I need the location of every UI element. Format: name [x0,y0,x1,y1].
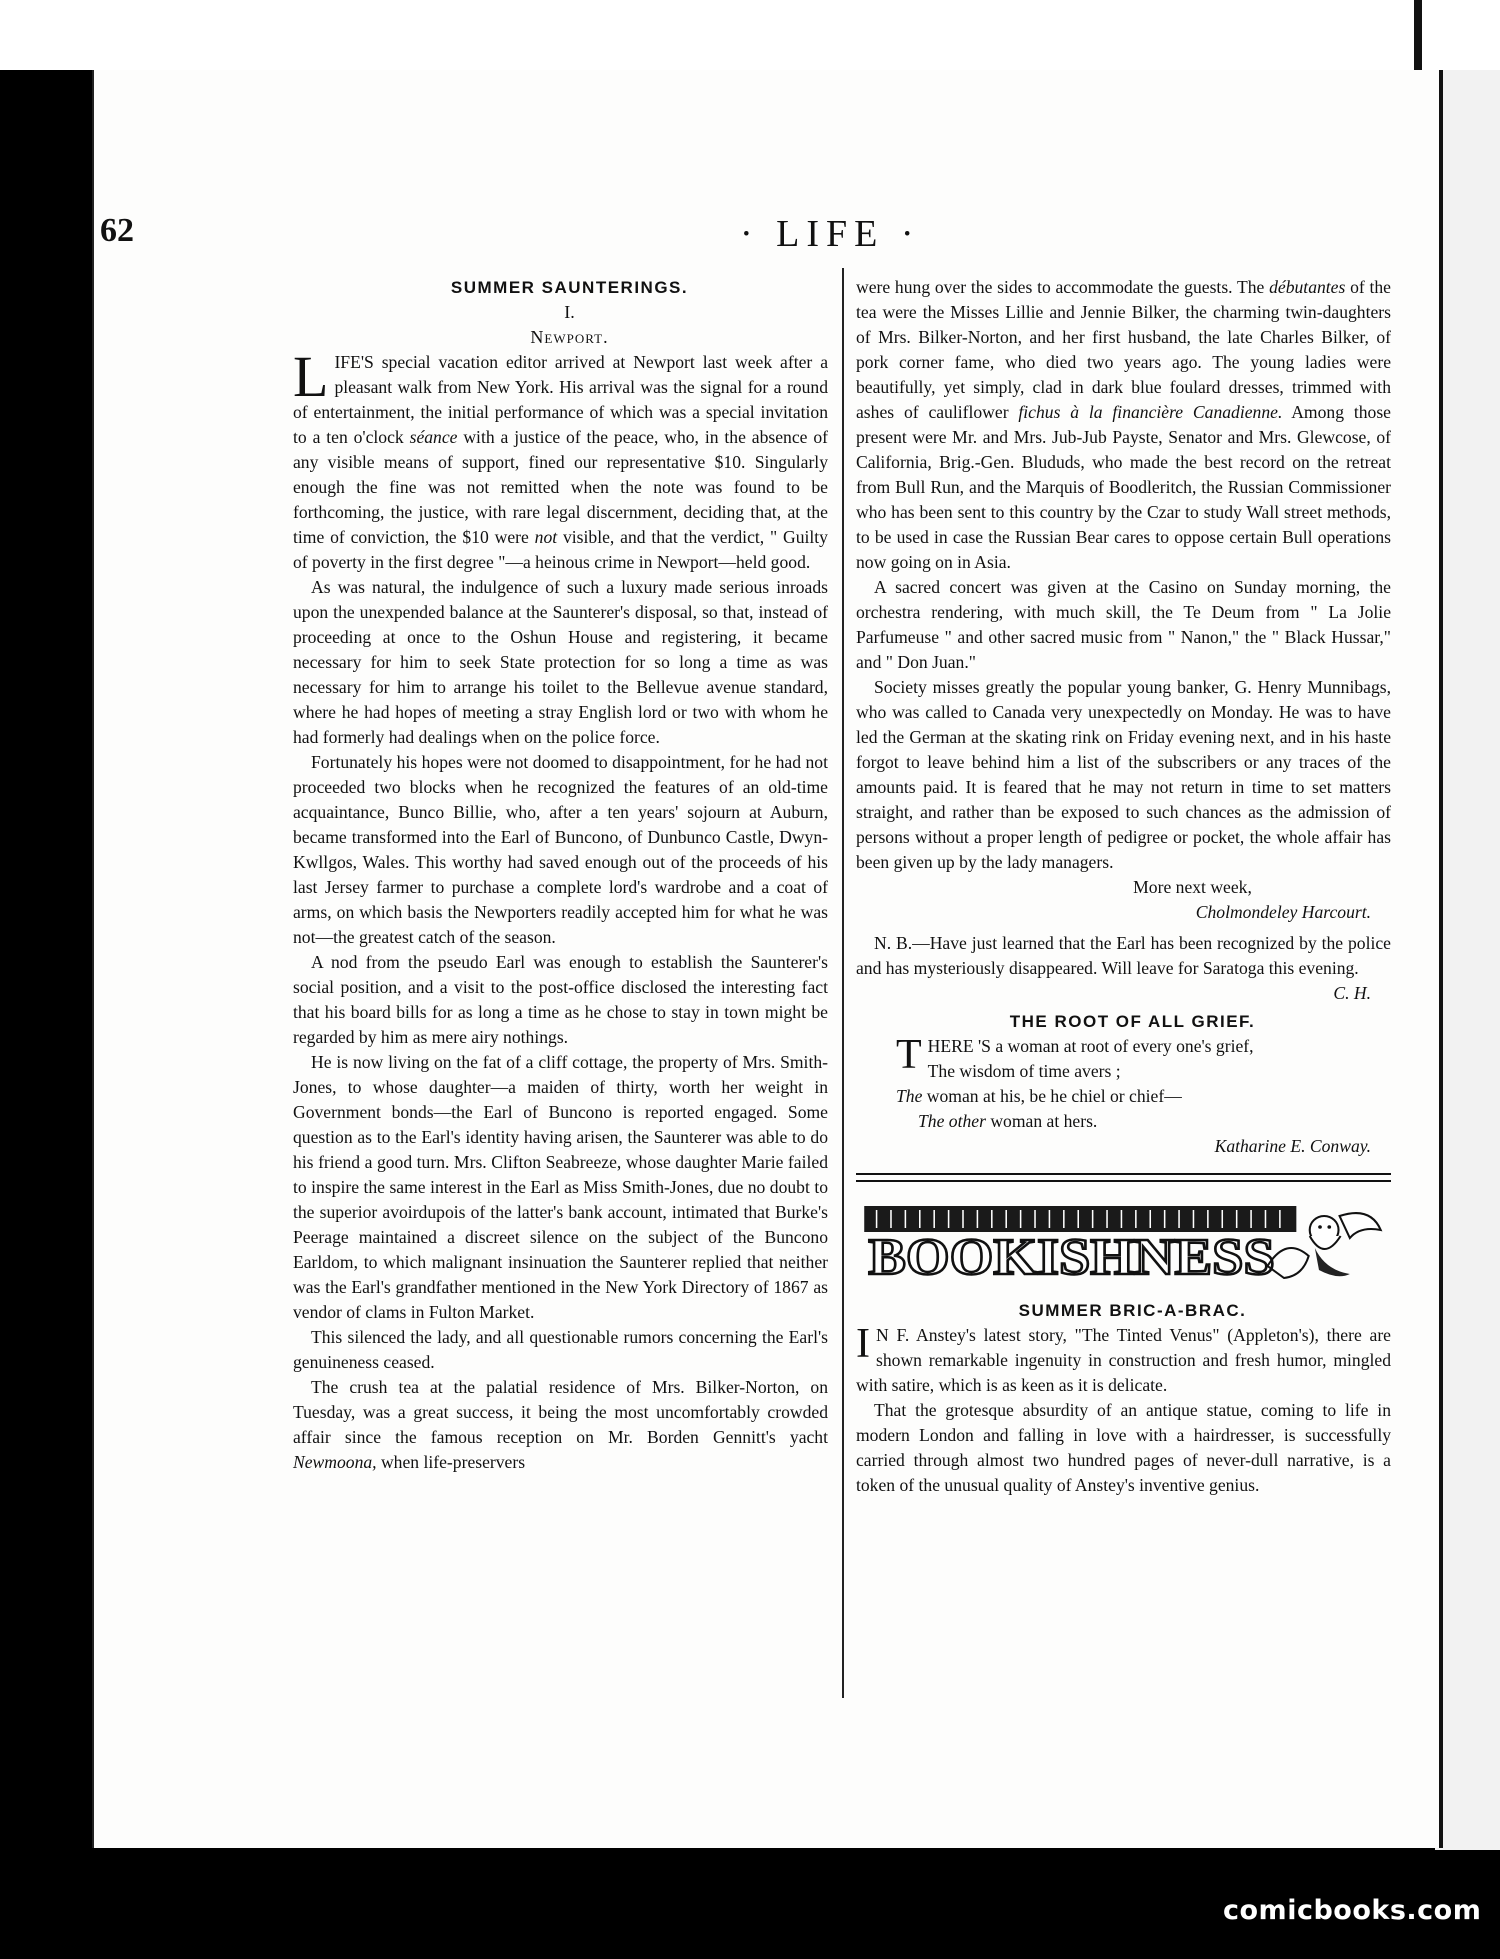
double-rule [856,1173,1391,1182]
background-page-edge [0,0,1500,70]
article-numeral: I. [564,302,575,322]
banner-text: BOOKISHNESS [868,1228,1275,1286]
paragraph: were hung over the sides to accommodate the guests. The débutantes of the tea were the Misses Lillie and Jennie Bilker, the charming twin-daughters of Mrs. Bilker-Norton, and her first husband, the late Charles Bilker, of pork corner fame, who died two years ago. The young ladies were beautifully, yet simply, clad in dark blue foulard dresses, trimmed with ashes of cauliflower fichus à la financière Canadienne. Among those present were Mr. and Mrs. Jub-Jub Payste, Senator and Mrs. Glewcose, of California, Brig.-Gen. Blududs, who made the best record on the retreat from Bull Run, and the Marquis of Boodleritch, the Russian Commissioner who has been sent to this country by the Czar to study Wall street methods, to be used in case the Russian Bear cares to oppose certain Bull operations now going on in Asia. [856,277,1391,572]
paragraph: He is now living on the fat of a cliff cottage, the property of Mrs. Smith-Jones, to whose daughter—a maiden of thirty, worth her weight in Government bonds—the Earl of Buncono is reported engaged. Some question as to the Earl's identity having arisen, the Saunterer was able to do his friend a good turn. Mrs. Clifton Seabreeze, whose daughter Marie failed to inspire the same interest in the Earl as Miss Smith-Jones, due no doubt to the superior avoirdupois of the latter's bank account, intimated that Burke's Peerage maintained a discreet silence on the subject of the Buncono Earldom, to which malignant insinuation the Saunterer replied that neither was the Earl's grandfather mentioned in the New York Directory of 1867 as vendor of clams in Fulton Market. [293,1052,828,1322]
left-column [293,275,828,1475]
background-page-right [1435,70,1500,1850]
signature: Cholmondeley Harcourt. [1195,902,1371,922]
poem-title: THE ROOT OF ALL GRIEF. [1009,1012,1256,1031]
paragraph: N. B.—Have just learned that the Earl has been recognized by the police and has mysteriously disappeared. Will leave for Saratoga this evening. C. H. [856,933,1391,1003]
paragraph: Society misses greatly the popular young banker, G. Henry Munnibags, who was called to Canada very unexpectedly on Monday. He was to have led the German at the skating rink on Friday evening next, and in his haste forgot to leave behind him a list of the subscribers or any traces of the amounts paid. It is feared that he may not return in time to set matters straight, and rather than be exposed to such chances as the admission of persons without a proper length of pedigree or pocket, the whole affair has been given up by the lady managers. [856,677,1391,872]
article-title: SUMMER SAUNTERINGS. [450,278,689,297]
paragraph: I N F. Anstey's latest story, "The Tinted Venus" (Appleton's), there are shown remarkable ingenuity in construction and fresh humor, mingled with satire, which is as keen as it is delicate. [856,1321,1391,1395]
paragraph: A nod from the pseudo Earl was enough to establish the Saunterer's social position, and a visit to the post-office disclosed the interesting fact that his board bills for as long a time as he chose to stay in town might be regarded by him as mere airy nothings. [293,952,828,1047]
paragraph: That the grotesque absurdity of an antique statue, coming to life in modern London and falling in love with a hairdresser, is successfully carried through almost two hundred pages of never-dull narrative, is a token of the unusual quality of Anstey's inventive genius. [856,1400,1391,1495]
poem-author: Katharine E. Conway. [1214,1136,1371,1156]
masthead: · LIFE · [740,213,921,255]
watermark: comicbooks.com [1223,1895,1482,1926]
bookishness-banner [856,1196,1391,1288]
column-divider [842,268,844,1698]
article-place: Newport. [530,327,609,347]
poem [856,1034,1391,1134]
paragraph: As was natural, the indulgence of such a luxury made serious inroads upon the unexpended balance at the Saunterer's disposal, so that, instead of proceeding at once to the Oshun House and registering, it became necessary for him to seek State protection for so long a time as was necessary for him to arrange his toilet to the Bellevue avenue standard, where he had hopes of meeting a stray English lord or two with whom he had formerly had dealings when on the police force. [293,577,828,747]
poem-line: The woman at his, be he chiel or chief— [896,1086,1182,1106]
poem-line: The other woman at hers. [918,1111,1098,1131]
paragraph: LIFE'S special vacation editor arrived at Newport last week after a pleasant walk from New York. His arrival was the signal for a round of entertainment, the initial performance of which was a special invitation to a ten o'clock séance with a justice of the peace, who, in the absence of any visible means of support, fined our representative $10. Singularly enough the fine was not remitted when the note was found to be forthcoming, the justice, with rare legal discernment, deciding that, at the time of conviction, the $10 were not visible, and that the verdict, " Guilty of poverty in the first degree "—a heinous crime in Newport—held good. [293,344,828,572]
drop-cap: I [856,1321,870,1367]
poem-line: The wisdom of time avers ; [927,1061,1121,1081]
drop-cap: T [896,1032,922,1078]
poem-line: THERE 'S a woman at root of every one's grief, [896,1032,1254,1078]
review-title: SUMMER BRIC-A-BRAC. [1018,1301,1247,1320]
paragraph: The crush tea at the palatial residence of Mrs. Bilker-Norton, on Tuesday, was a great success, it being the most uncomfortably crowded affair since the famous reception on Mr. Borden Gennitt's yacht Newmoona, when life-preservers [293,1377,828,1472]
closing-line: More next week, [1133,877,1252,897]
paragraph: This silenced the lady, and all questionable rumors concerning the Earl's genuineness ceased. [293,1327,828,1372]
paragraph: Fortunately his hopes were not doomed to disappointment, for he had not proceeded two blocks when he recognized the features of an old-time acquaintance, Bunco Billie, who, after a ten years' sojourn at Auburn, became transformed into the Earl of Buncono, of Dunbunco Castle, Dwyn-Kwllgos, Wales. This worthy had saved enough out of the proceeds of his last Jersey farmer to purchase a complete lord's wardrobe and a coat of arms, on which basis the Newporters readily accepted him for what he was not—the greatest catch of the season. [293,752,828,947]
page-number: 62 [100,212,134,249]
right-column [856,275,1391,1498]
paragraph: A sacred concert was given at the Casino on Sunday morning, the orchestra rendering, with much skill, the Te Deum from " La Jolie Parfumeuse " and other sacred music from " Nanon," the " Black Hussar," and " Don Juan." [856,577,1391,672]
drop-cap: L [293,344,329,409]
